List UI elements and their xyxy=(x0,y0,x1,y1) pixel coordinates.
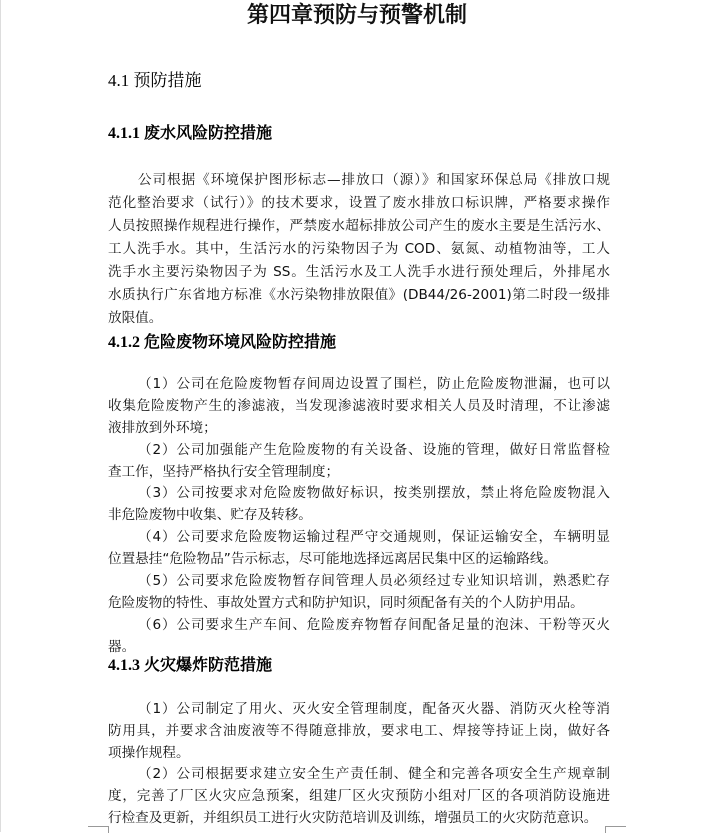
section-heading-4-1-1: 4.1.1 废水风险防控措施 xyxy=(108,125,273,142)
paragraph-line: （1）公司制定了用火、灭火安全管理制度，配备灭火器、消防灭火栓等消 xyxy=(138,701,610,717)
paragraph-line: （5）公司要求危险废物暂存间管理人员必须经过专业知识培训，熟悉贮存 xyxy=(138,573,610,590)
paragraph-line: 度，完善了厂区火灾应急预案，组建厂区火灾预防小组对厂区的各项消防设施进 xyxy=(108,788,610,805)
paragraph-line: 危险废物的特性、事故处置方式和防护知识，同时须配备有关的个人防护用品。 xyxy=(108,594,584,611)
paragraph-line: 行检查及更新，并组织员工进行火灾防范培训及训练，增强员工的火灾防范意识。 xyxy=(108,809,598,826)
section-4-1-2-body xyxy=(108,374,610,659)
paragraph-line: 放限值。 xyxy=(108,310,163,326)
paragraph-line: （2）公司根据要求建立安全生产责任制、健全和完善各项安全生产规章制 xyxy=(138,766,610,783)
section-4-1-3-body xyxy=(108,699,610,830)
paragraph-line: 水质执行广东省地方标准《水污染物排放限值》(DB44/26-2001)第二时段一级排 xyxy=(108,287,610,303)
paragraph-line: 人员按照操作规程进行操作，严禁废水超标排放公司产生的废水主要是生活污水、 xyxy=(108,218,610,234)
paragraph xyxy=(108,527,610,571)
section-heading-4-1-3: 4.1.3 火灾爆炸防范措施 xyxy=(108,657,273,674)
paragraph-line: （3）公司按要求对危险废物做好标识，按类别摆放，禁止将危险废物混入 xyxy=(138,485,610,502)
section-heading-4-1-2: 4.1.2 危险废物环境风险防控措施 xyxy=(108,334,337,351)
paragraph xyxy=(108,440,610,484)
paragraph-line: （4）公司要求危险废物运输过程严守交通规则，保证运输安全，车辆明显 xyxy=(138,529,610,546)
paragraph xyxy=(108,699,610,764)
paragraph-line: 位置悬挂“危险物品”告示标志，尽可能地选择远离居民集中区的运输路线。 xyxy=(108,551,558,568)
paragraph xyxy=(108,169,610,330)
paragraph-line: （1）公司在危险废物暂存间周边设置了围栏，防止危险废物泄漏，也可以 xyxy=(138,376,610,392)
paragraph-line: 项操作规程。 xyxy=(108,744,190,761)
paragraph-line: 洗手水主要污染物因子为 SS。生活污水及工人洗手水进行预处理后，外排尾水 xyxy=(108,264,610,280)
paragraph-line: （2）公司加强能产生危险废物的有关设备、设施的管理，做好日常监督检 xyxy=(138,441,610,458)
paragraph xyxy=(108,483,610,527)
section-heading-4-1: 4.1 预防措施 xyxy=(108,71,202,90)
paragraph-line: 非危险废物中收集、贮存及转移。 xyxy=(108,507,312,524)
paragraph-line: 防用具，并要求含油废液等不得随意排放，要求电工、焊接等持证上岗，做好各 xyxy=(108,722,610,739)
paragraph-line: 收集危险废物产生的渗滤液，当发现渗滤液时要求相关人员及时清理，不让渗滤 xyxy=(108,397,610,414)
paragraph xyxy=(108,764,610,829)
paragraph-line: 查工作，坚持严格执行安全管理制度； xyxy=(108,463,340,480)
paragraph-line: 范化整治要求（试行）》的技术要求，设置了废水排放口标识牌，严格要求操作 xyxy=(108,195,610,211)
paragraph xyxy=(108,571,610,615)
paragraph-line: 器。 xyxy=(108,638,136,655)
paragraph-line: （6）公司要求生产车间、危险废弃物暂存间配备足量的泡沫、干粉等灭火 xyxy=(138,616,610,633)
paragraph xyxy=(108,374,610,440)
paragraph-line: 液排放到外环境； xyxy=(108,419,217,436)
paragraph-line: 工人洗手水。其中，生活污水的污染物因子为 COD、氨氮、动植物油等，工人 xyxy=(108,241,610,257)
chapter-title: 第四章预防与预警机制 xyxy=(246,3,467,28)
page-edge xyxy=(0,0,1,832)
paragraph-line: 公司根据《环境保护图形标志—排放口（源）》和国家环保总局《排放口规 xyxy=(138,172,610,188)
section-4-1-1-body xyxy=(108,169,610,330)
